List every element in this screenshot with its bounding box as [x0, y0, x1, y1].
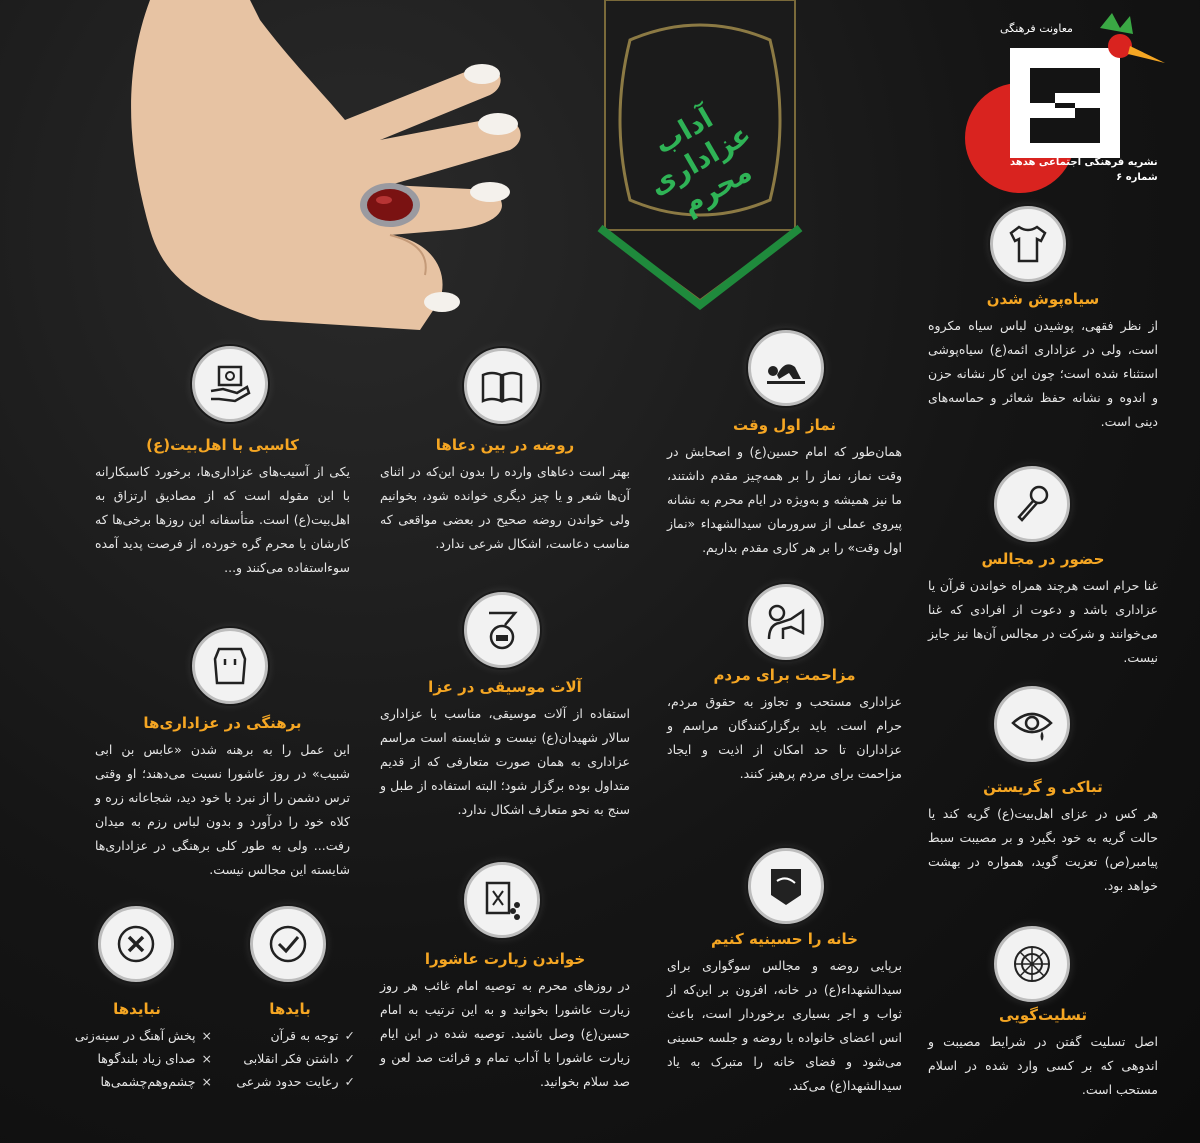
section-title: تباکی و گریستن — [983, 778, 1103, 796]
section-body: از نظر فقهی، پوشیدن لباس سیاه مکروه است، ولی در عزاداری ائمه(ع) سیاه‌پوشی استثناء شده است؛ چون این کار نشانه حزن و اندوه و نشانه حفظ شعائر و حماسه‌های دینی است. — [928, 318, 1158, 429]
section-body: اصل تسلیت گفتن در شرایط مصیبت و اندوهی که بر کسی وارد شده در اسلام مستحب است. — [928, 1034, 1158, 1097]
section-kasebi — [95, 436, 350, 580]
cross-mark-icon: × — [201, 1028, 212, 1043]
section-alat — [380, 678, 630, 822]
torso-icon — [192, 628, 268, 704]
section-namaz — [667, 416, 902, 560]
open-book-icon — [464, 348, 540, 424]
cross-mark-icon: × — [201, 1074, 212, 1089]
money-hand-icon — [192, 346, 268, 422]
section-siah-poosh — [928, 290, 1158, 434]
section-body: برپایی روضه و مجالس سوگواری برای سیدالشهداء(ع) در خانه، افزون بر این‌که از ثواب و اجر بسیاری برخوردار است، باعث انس اعضای خانواده با روضه و جلسه حسینی می‌شود و فضای خانه را متبرک به یاد سیدالشهدا(ع) می‌کند. — [667, 958, 902, 1093]
horn-instrument-icon — [464, 592, 540, 668]
section-taslit — [928, 1006, 1158, 1102]
section-title: برهنگی در عزاداری‌ها — [143, 714, 302, 732]
check-mark-icon: ✓ — [344, 1074, 355, 1089]
donts-list — [62, 1000, 212, 1093]
section-body: این عمل را به برهنه شدن «عابس بن ابی شبیب» در روز عاشورا نسبت می‌دهند؛ او وقتی ترس دشمن را از نبرد با خود دید، شجاعانه زره و کلاه خود را درآورد و بدون لباس رزم به میدان رفت... ولی به طور کلی برهنگی در عزاداری‌ها شایسته این مجالس نیست. — [95, 742, 350, 877]
section-body: در روزهای محرم به توصیه امام غائب هر روز زیارت عاشورا بخوانید و به این ترتیب به امام حسین(ع) وصل باشید. توصیه شده در این ایام زیارت عاشورا با آداب تمام و قرائت صد لعن و صد سلام بخوانید. — [380, 978, 630, 1089]
ornament-icon — [994, 926, 1070, 1002]
list-item: ✓داشتن فکر انقلابی — [243, 1051, 355, 1066]
section-hosseinieh — [667, 930, 902, 1098]
section-rozeh — [380, 436, 630, 556]
section-body: یکی از آسیب‌های عزاداری‌ها، برخورد کاسبکارانه با این مقوله است که از مصادیق ارتزاق به اهل‌بیت(ع) است. متأسفانه این روزها برخی‌ها که کارشان با محرم گره خورده، از فرصت پدید آمده سوءاستفاده می‌کنند و... — [95, 464, 350, 575]
section-title: سیاه‌پوش شدن — [986, 290, 1100, 308]
list-item: ×پخش آهنگ در سینه‌زنی — [74, 1028, 212, 1043]
check-mark-icon: ✓ — [344, 1051, 355, 1066]
check-mark-icon: ✓ — [344, 1028, 355, 1043]
prayer-icon — [748, 330, 824, 406]
section-title: آلات موسیقی در عزا — [428, 678, 582, 696]
section-body: هر کس در عزای اهل‌بیت(ع) گریه کند یا حالت گریه به خود بگیرد و بر مصیبت سبط پیامبر(ص) تعزیت گوید، همواره در بهشت خواهد بود. — [928, 806, 1158, 893]
list-item: ✓توجه به قرآن — [270, 1028, 355, 1043]
prayer-book-beads-icon — [464, 862, 540, 938]
section-hozur — [928, 550, 1158, 670]
check-icon — [250, 906, 326, 982]
publication-name: نشریه فرهنگی اجتماعی هدهد — [1010, 157, 1158, 168]
section-title: بایدها — [269, 1000, 311, 1018]
cross-mark-icon: × — [201, 1051, 212, 1066]
section-berahnegi — [95, 714, 350, 882]
section-tabaki — [928, 778, 1158, 898]
section-body: غنا حرام است هرچند همراه خواندن قرآن یا عزاداری باشد و دعوت از افرادی که غنا می‌خوانند و شرکت در مجالس آن‌ها نیز جایز نیست. — [928, 578, 1158, 665]
eye-tear-icon — [994, 686, 1070, 762]
banner-title: آداب عزاداری محرم — [643, 101, 758, 222]
section-title: نماز اول وقت — [733, 416, 836, 434]
section-body: بهتر است دعاهای وارده را بدون این‌که در اثنای آن‌ها شعر و یا چیز دیگری خوانده شود، بخوانیم ولی خواندن روضه صحیح در بعضی مواقعی که مناسب دعاست، اشکال شرعی ندارد. — [380, 464, 630, 551]
list-item: ×صدای زیاد بلندگوها — [97, 1051, 212, 1066]
issue-number: شماره ۶ — [1116, 172, 1158, 183]
section-title: حضور در مجالس — [981, 550, 1105, 568]
section-title: روضه در بین دعاها — [435, 436, 575, 454]
dos-list — [225, 1000, 355, 1093]
list-item: ✓رعایت حدود شرعی — [236, 1074, 355, 1089]
section-title: کاسبی با اهل‌بیت(ع) — [146, 436, 299, 454]
section-title: نبایدها — [113, 1000, 161, 1018]
section-body: استفاده از آلات موسیقی، مناسب با عزاداری سالار شهیدان(ع) نیست و شایسته است مراسم عزاداری به همان صورت متعارفی که از قدیم متداول بوده برگزار شود؛ البته استفاده از طبل و سنج به نحو متعارف اشکال ندارد. — [380, 706, 630, 817]
tshirt-icon — [990, 206, 1066, 282]
x-cross-icon — [98, 906, 174, 982]
section-title: تسلیت‌گویی — [999, 1006, 1087, 1024]
section-body: عزاداری مستحب و تجاوز به حقوق مردم، حرام است. باید برگزارکنندگان مراسم و عزاداران تا حد امکان از اذیت و ایجاد مزاحمت برای مردم پرهیز کنند. — [667, 694, 902, 781]
section-title: خانه را حسینیه کنیم — [711, 930, 858, 948]
section-title: خواندن زیارت عاشورا — [424, 950, 586, 968]
section-mozahemat — [667, 666, 902, 786]
org-label: معاونت فرهنگی — [1000, 22, 1073, 35]
megaphone-icon — [748, 584, 824, 660]
flag-icon — [748, 848, 824, 924]
publication-label — [1010, 155, 1158, 185]
section-ziarat — [380, 950, 630, 1094]
microphone-icon — [994, 466, 1070, 542]
hand-with-ring-illustration — [90, 0, 530, 330]
section-title: مزاحمت برای مردم — [713, 666, 856, 684]
section-body: همان‌طور که امام حسین(ع) و اصحابش در وقت نماز، نماز را بر همه‌چیز مقدم داشتند، ما نیز همیشه و به‌ویژه در ایام محرم به نشانه پیروی عملی از سرورمان سیدالشهداء «نماز اول وقت» را بر هر کاری مقدم بداریم. — [667, 444, 902, 555]
list-item: ×چشم‌وهم‌چشمی‌ها — [100, 1074, 212, 1089]
